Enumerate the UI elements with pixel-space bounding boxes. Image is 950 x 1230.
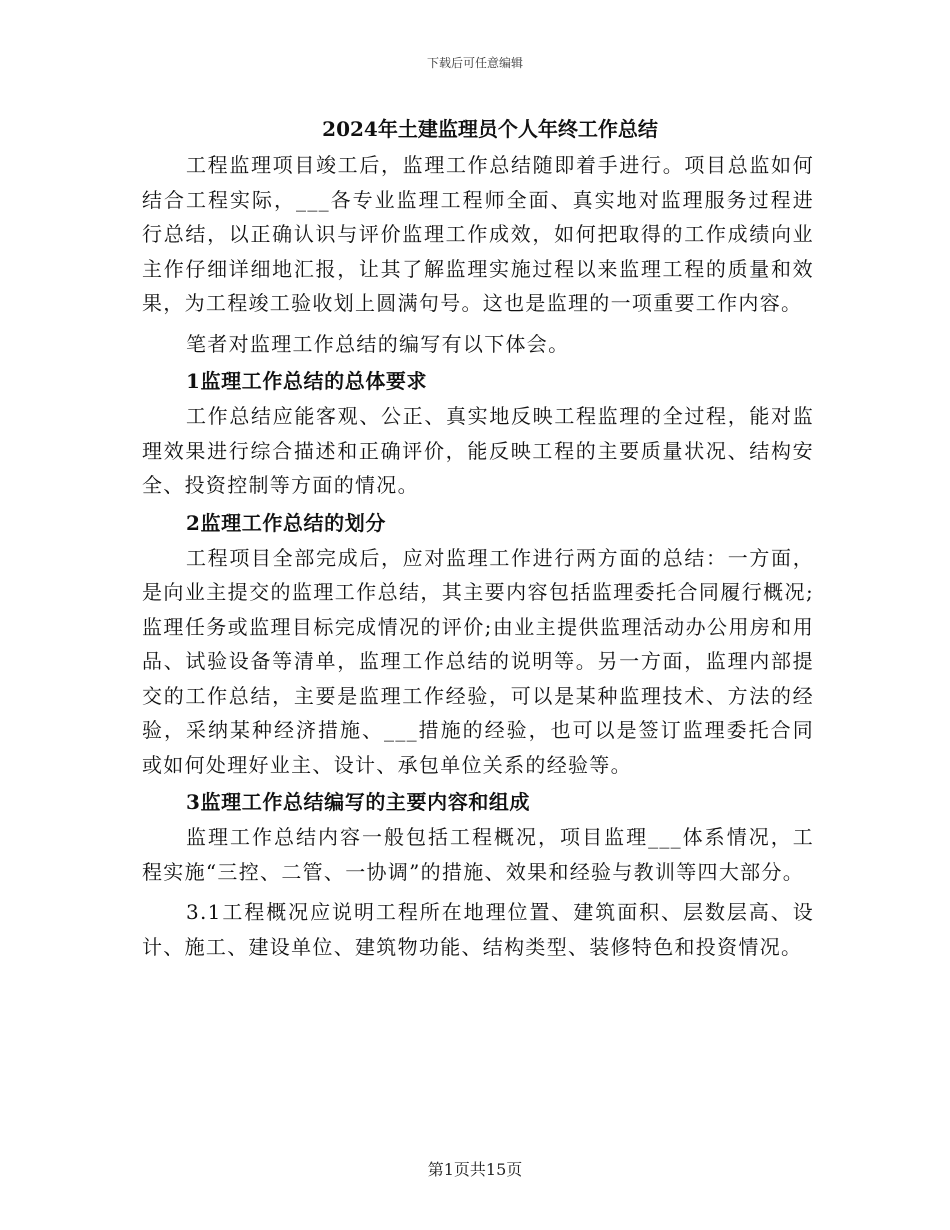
- header-note: 下载后可任意编辑: [426, 56, 523, 70]
- section-heading-3: 3监理工作总结编写的主要内容和组成: [186, 790, 531, 814]
- page-number: 第1页共15页: [427, 1160, 523, 1179]
- section-heading-2: 2监理工作总结的划分: [186, 510, 386, 535]
- paragraph-overview: 3.1工程概况应说明工程所在地理位置、建筑面积、层数层高、设计、施工、建设单位、建筑物功能、结构类型、装修特色和投资情况。: [142, 900, 814, 959]
- paragraph-division: 工程项目全部完成后，应对监理工作进行两方面的总结：一方面，是向业主提交的监理工作总结，其主要内容包括监理委托合同履行概况;监理任务或监理目标完成情况的评价;由业主提供监理活动办公用房和用品、试验设备等清单，监理工作总结的说明等。另一方面，监理内部提交的工作总结，主要是监理工作经验，可以是某种监理技术、方法的经验，采纳某种经济措施、___措施的经验，也可以是签订监理委托合同或如何处理好业主、设计、承包单位关系的经验等。: [142, 545, 814, 777]
- paragraph-experience: 笔者对监理工作总结的编写有以下体会。: [186, 331, 570, 356]
- section-heading-1: 1监理工作总结的总体要求: [186, 369, 428, 393]
- paragraph-intro: 工程监理项目竣工后，监理工作总结随即着手进行。项目总监如何结合工程实际，___各专业监理工程师全面、真实地对监理服务过程进行总结，以正确认识与评价监理工作成效，如何把取得的工作成绩向业主作仔细详细地汇报，让其了解监理实施过程以来监理工程的质量和效果，为工程竣工验收划上圆满句号。这也是监理的一项重要工作内容。: [142, 153, 814, 315]
- document-title: 2024年土建监理员个人年终工作总结: [322, 117, 658, 141]
- paragraph-requirements: 工作总结应能客观、公正、真实地反映工程监理的全过程，能对监理效果进行综合描述和正确评价，能反映工程的主要质量状况、结构安全、投资控制等方面的情况。: [142, 404, 814, 497]
- paragraph-contents: 监理工作总结内容一般包括工程概况，项目监理___体系情况，工程实施“三控、二管、一协调”的措施、效果和经验与教训等四大部分。: [142, 825, 814, 884]
- document-body: [142, 112, 814, 964]
